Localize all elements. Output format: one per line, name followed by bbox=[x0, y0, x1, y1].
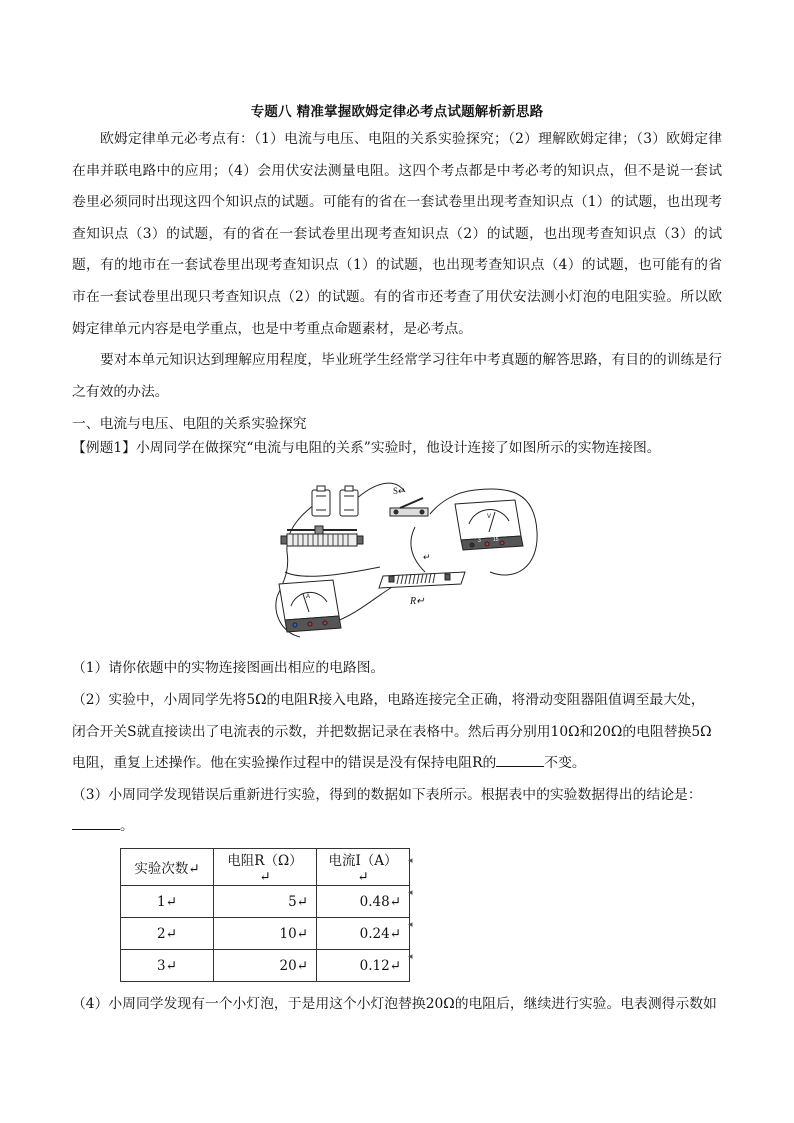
answer-blank[interactable] bbox=[496, 752, 544, 767]
table-cell: 0.12↵ bbox=[317, 950, 410, 982]
example-1-text: 【例题1】小周同学在做探究“电流与电阻的关系”实验时，他设计连接了如图所示的实物连接图。 bbox=[72, 440, 661, 456]
table-cell: 20↵ bbox=[214, 950, 317, 982]
battery-icon bbox=[312, 486, 330, 516]
switch-label: S↵ bbox=[393, 486, 406, 496]
row-end-mark: ◂ bbox=[408, 856, 413, 866]
question-2-line-3 bbox=[72, 752, 722, 773]
rheostat-icon bbox=[281, 526, 363, 546]
table-cell: 0.48↵ bbox=[317, 886, 410, 918]
question-3-line-2 bbox=[72, 815, 722, 836]
return-mark: ↵ bbox=[423, 552, 431, 562]
page-title: 专题八 精准掌握欧姆定律必考点试题解析新思路 bbox=[250, 104, 544, 120]
resistor-icon bbox=[379, 572, 465, 588]
wire bbox=[335, 584, 397, 622]
switch-icon bbox=[390, 498, 428, 516]
table-cell: 1↵ bbox=[121, 886, 214, 918]
ammeter-icon bbox=[279, 580, 341, 632]
question-3-line-1: （3）小周同学发现错误后重新进行实验，得到的数据如下表所示。根据表中的实验数据得出的结论是： bbox=[72, 787, 702, 803]
question-2-text-end: 不变。 bbox=[544, 755, 586, 771]
question-4-line-1: （4）小周同学发现有一个小灯泡，于是用这个小灯泡替换20Ω的电阻后，继续进行实验。电表测得示数如 bbox=[72, 996, 717, 1012]
question-2-text: 电阻，重复上述操作。他在实验操作过程中的错误是没有保持电阻R的 bbox=[72, 755, 497, 771]
intro-paragraph-1: 欧姆定律单元必考点有：（1）电流与电压、电阻的关系实验探究；（2）理解欧姆定律；（3）欧姆定律在串并联电路中的应用；（4）会用伏安法测量电阻。这四个考点都是中考必考的知识点，但不是说一套试卷里必须同时出现这四个知识点的试题。可能有的省在一套试卷里出现考查知识点（1）的试题，也出现考查知识点（3）的试题，有的省在一套试卷里出现考查知识点（2）的试题，也出现考查知识点（3）的试题，有的地市在一套试卷里出现考查知识点（1）的试题，也出现考查知识点（4）的试题，也可能有的省市在一套试卷里出现只考查知识点（2）的试题。有的省市还考查了用伏安法测小灯泡的电阻实验。所以欧姆定律单元内容是电学重点，也是中考重点命题素材，是必考点。 bbox=[72, 131, 722, 337]
battery-icon bbox=[340, 486, 358, 516]
table-cell: 5↵ bbox=[214, 886, 317, 918]
intro-paragraph-2: 要对本单元知识达到理解应用程度，毕业班学生经常学习往年中考真题的解答思路，有目的的训练是行之有效的办法。 bbox=[72, 352, 722, 400]
question-2-line-2: 闭合开关S就直接读出了电流表的示数，并把数据记录在表格中。然后再分别用10Ω和20Ω的电阻替换5Ω bbox=[72, 724, 712, 740]
table-cell: 10↵ bbox=[214, 918, 317, 950]
table-row bbox=[121, 886, 410, 918]
wire bbox=[411, 527, 425, 572]
row-end-mark: ◂ bbox=[408, 888, 413, 898]
table-cell: 0.24↵ bbox=[317, 918, 410, 950]
table-header-row bbox=[121, 849, 410, 886]
answer-blank[interactable] bbox=[72, 815, 120, 830]
resistor-label: R↵ bbox=[410, 596, 425, 607]
question-1: （1）请你依题中的实物连接图画出相应的电路图。 bbox=[72, 660, 385, 676]
table-row bbox=[121, 918, 410, 950]
table-header-cell: 电阻R（Ω）↵ bbox=[214, 849, 317, 886]
voltmeter-icon bbox=[455, 500, 523, 550]
terminal-label: 15 bbox=[493, 537, 499, 543]
circuit-figure bbox=[265, 472, 540, 650]
table-header-cell: 实验次数↵ bbox=[121, 849, 214, 886]
data-table bbox=[120, 848, 410, 982]
question-2-line-1: （2）实验中，小周同学先将5Ω的电阻R接入电路，电路连接完全正确，将滑动变阻器阻值调至最大处， bbox=[72, 692, 705, 708]
row-end-mark: ◂ bbox=[408, 920, 413, 930]
row-end-mark: ◂ bbox=[408, 952, 413, 962]
wire bbox=[285, 567, 380, 576]
terminal-label: 3 bbox=[478, 538, 481, 544]
table-header-cell: 电流I（A）↵ bbox=[317, 849, 410, 886]
table-row bbox=[121, 950, 410, 982]
section-heading: 一、电流与电压、电阻的关系实验探究 bbox=[72, 416, 307, 432]
table-cell: 2↵ bbox=[121, 918, 214, 950]
svg-text:A: A bbox=[306, 594, 311, 600]
question-3-text-end: 。 bbox=[120, 818, 134, 834]
svg-text:V: V bbox=[487, 514, 492, 520]
table-cell: 3↵ bbox=[121, 950, 214, 982]
